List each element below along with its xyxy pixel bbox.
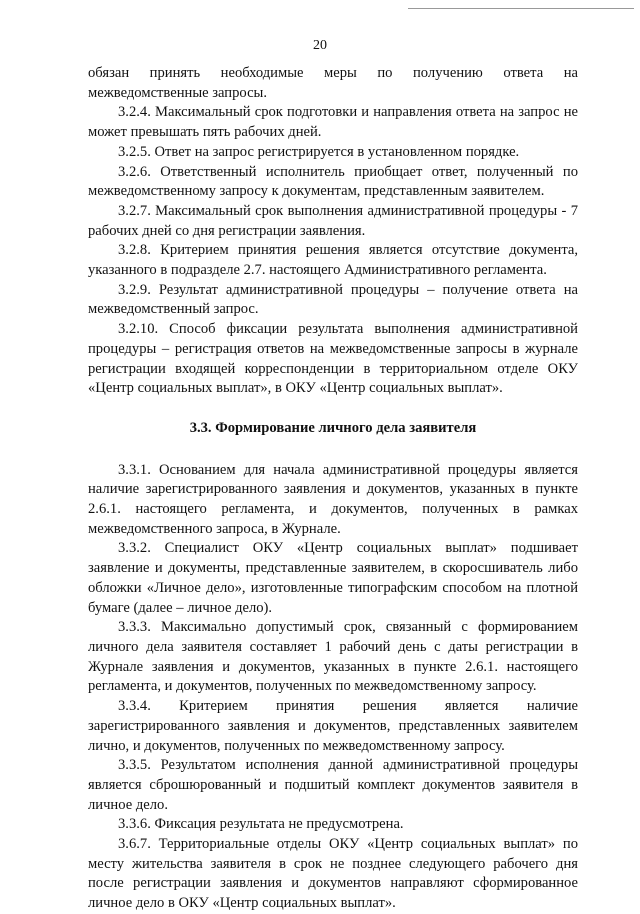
paragraph-3-2-10: 3.2.10. Способ фиксации результата выполнения административной процедуры – регистрация ответов на межведомственные запросы в журнале регистрации входящей корреспонденции в территориальном отделе ОКУ «Центр социальных выплат», в ОКУ «Центр социальных выплат». [88,321,578,397]
paragraph-3-3-1: 3.3.1. Основанием для начала административной процедуры является наличие зарегистрированного заявления и документов, указанных в пункте 2.6.1. настоящего регламента, и документов, полученных в рамках межведомственного запроса, в Журнале. [88,461,578,537]
paragraph-3-2-6: 3.2.6. Ответственный исполнитель приобщает ответ, полученный по межведомственному запросу к документам, представленным заявителем. [88,163,578,200]
paragraph-3-3-3: 3.3.3. Максимально допустимый срок, связанный с формированием личного дела заявителя составляет 1 рабочий день с даты регистрации в Журнале заявления и документов, указанных в пункте 2.6.1. настоящего регламента, и документов, полученных по межведомственному запросу. [88,619,578,695]
paragraph-3-2-9: 3.2.9. Результат административной процедуры – получение ответа на межведомственный запрос. [88,281,578,318]
paragraph-3-6-7: 3.6.7. Территориальные отделы ОКУ «Центр социальных выплат» по месту жительства заявителя в срок не позднее следующего рабочего дня после регистрации заявления и документов направляют сформированное личное дело в ОКУ «Центр социальных выплат». [88,836,578,912]
paragraph-3-2-4: 3.2.4. Максимальный срок подготовки и направления ответа на запрос не может превышать пять рабочих дней. [88,104,578,141]
paragraph-3-2-7: 3.2.7. Максимальный срок выполнения административной процедуры - 7 рабочих дней со дня регистрации заявления. [88,202,578,239]
document-body [88,64,578,914]
section-heading: 3.3. Формирование личного дела заявителя [189,419,477,436]
paragraph-3-3-5: 3.3.5. Результатом исполнения данной административной процедуры является сброшюрованный и подшитый комплект документов заявителя в личное дело. [88,757,578,813]
paragraph-3-2-8: 3.2.8. Критерием принятия решения является отсутствие документа, указанного в подразделе 2.7. настоящего Административного регламента. [88,242,578,279]
paragraph-3-3-4: 3.3.4. Критерием принятия решения является наличие зарегистрированного заявления и документов, представленных заявителем лично, и документов, полученных по межведомственному запросу. [88,698,578,754]
page-number: 20 [313,38,327,53]
paragraph-3-3-6: 3.3.6. Фиксация результата не предусмотрена. [118,816,404,833]
scan-border-line [408,8,634,9]
paragraph-3-3-2: 3.3.2. Специалист ОКУ «Центр социальных выплат» подшивает заявление и документы, представленные заявителем, в скоросшиватель либо обложки «Личное дело», изготовленные типографским способом на плотной бумаге (далее – личное дело). [88,540,578,616]
paragraph-3-2-5: 3.2.5. Ответ на запрос регистрируется в установленном порядке. [118,143,520,160]
paragraph-continuation: обязан принять необходимые меры по получению ответа на межведомственные запросы. [88,65,578,101]
